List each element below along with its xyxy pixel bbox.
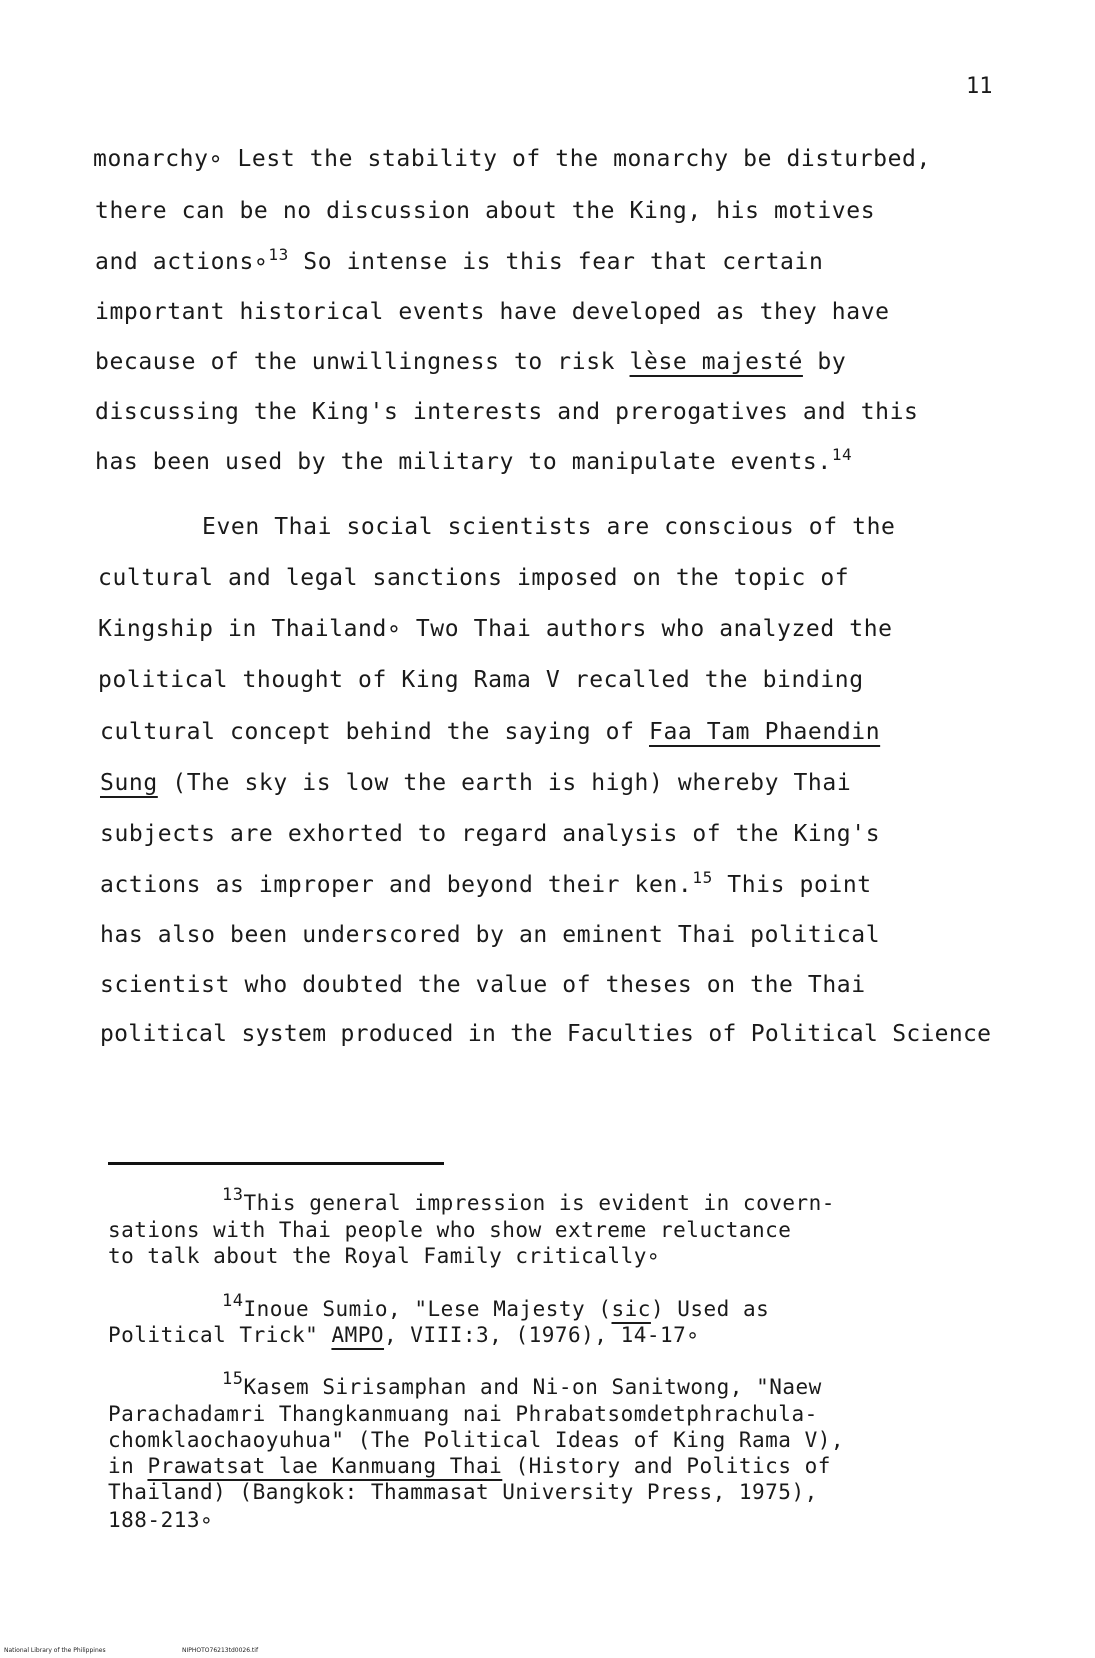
footer-library: National Library of the Philippines xyxy=(4,1647,106,1654)
footer-filename: NIPHOTO76213td0026.tif xyxy=(182,1647,259,1654)
page-number: 11 xyxy=(966,74,993,99)
footnote-number: 14 xyxy=(222,1291,244,1311)
underlined-term: Faa Tam Phaendin xyxy=(649,719,881,745)
text-span: Parachadamri Thangkanmuang nai Phrabatsomdetphrachula- xyxy=(108,1402,818,1426)
text-span: by xyxy=(802,349,847,375)
text-span: subjects are exhorted to regard analysis of the King's xyxy=(100,821,881,847)
text-span: discussing the King's interests and prerogatives and this xyxy=(95,399,919,425)
text-span: in xyxy=(108,1454,148,1478)
text-span: actions as improper and beyond their ken. xyxy=(100,872,693,898)
footnote-number: 15 xyxy=(222,1369,244,1389)
text-span: Even Thai social scientists are conscious of the xyxy=(202,514,896,540)
text-span: political system produced in the Faculties of Political Science xyxy=(100,1021,992,1047)
body-line xyxy=(202,514,895,540)
text-span: ) Used as xyxy=(650,1297,770,1321)
text-span: cultural and legal sanctions imposed on the topic of xyxy=(98,565,850,591)
underlined-term: sic xyxy=(611,1297,651,1321)
footnote-line xyxy=(108,1244,660,1268)
footnote-line xyxy=(108,1218,791,1242)
text-span: Political Trick" xyxy=(108,1323,332,1347)
footnote-15 xyxy=(222,1369,822,1399)
body-line xyxy=(95,399,919,425)
underlined-term: lèse majesté xyxy=(629,349,803,375)
body-line xyxy=(95,245,824,275)
text-span: and actions∘ xyxy=(95,249,269,275)
text-span: has also been underscored by an eminent Thai political xyxy=(100,922,881,948)
text-span: This point xyxy=(712,872,872,898)
text-span: (History and Politics of xyxy=(502,1454,831,1478)
body-line xyxy=(100,868,872,898)
footnote-line xyxy=(108,1480,818,1504)
body-line xyxy=(100,821,880,847)
body-line xyxy=(98,616,893,642)
body-line xyxy=(100,972,866,998)
body-line xyxy=(100,719,880,745)
underlined-term: Prawatsat lae Kanmuang Thai xyxy=(147,1454,503,1478)
footnote-ref: 13 xyxy=(268,245,289,264)
text-span: cultural concept behind the saying of xyxy=(100,719,649,745)
footnote-rule xyxy=(108,1162,444,1165)
body-line xyxy=(93,146,931,172)
body-line xyxy=(98,667,864,693)
body-line xyxy=(95,445,853,475)
text-span: 188-213∘ xyxy=(108,1508,214,1532)
text-span: , VIII:3, (1976), 14-17∘ xyxy=(384,1323,700,1347)
body-line xyxy=(100,922,880,948)
footnote-14 xyxy=(222,1291,770,1321)
text-span: political thought of King Rama V recalled the binding xyxy=(98,667,864,693)
body-line xyxy=(95,299,890,325)
underlined-term: AMPO xyxy=(331,1323,385,1347)
footnote-line xyxy=(108,1454,831,1478)
footnote-line xyxy=(108,1402,818,1426)
text-span: chomklaochaoyuhua" (The Political Ideas of King Rama V), xyxy=(108,1428,845,1452)
text-span: Kasem Sirisamphan and Ni-on Sanitwong, "Naew xyxy=(243,1375,822,1399)
text-span: monarchy∘ Lest the stability of the monarchy be disturbed, xyxy=(93,146,931,172)
text-span: Thailand) (Bangkok: Thammasat University Press, 1975), xyxy=(108,1480,818,1504)
body-line xyxy=(95,349,846,375)
footnote-line xyxy=(108,1508,213,1532)
text-span: Kingship in Thailand∘ Two Thai authors who analyzed the xyxy=(98,616,893,642)
text-span: sations with Thai people who show extreme reluctance xyxy=(108,1218,792,1242)
text-span: to talk about the Royal Family critically∘ xyxy=(108,1244,661,1268)
text-span: scientist who doubted the value of theses on the Thai xyxy=(100,972,866,998)
footnote-number: 13 xyxy=(222,1185,244,1205)
body-line xyxy=(98,565,849,591)
footnote-line xyxy=(108,1428,844,1452)
text-span: So intense is this fear that certain xyxy=(288,249,824,275)
body-line xyxy=(100,1021,991,1047)
footnote-ref: 15 xyxy=(692,868,713,887)
text-span: because of the unwillingness to risk xyxy=(95,349,630,375)
body-line xyxy=(95,198,875,224)
text-span: (The sky is low the earth is high) whereby Thai xyxy=(157,770,852,796)
text-span: there can be no discussion about the King, his motives xyxy=(95,198,876,224)
text-span: This general impression is evident in covern- xyxy=(243,1191,835,1215)
text-span: Inoue Sumio, "Lese Majesty ( xyxy=(243,1297,612,1321)
text-span: important historical events have developed as they have xyxy=(95,299,890,325)
body-line xyxy=(100,770,851,796)
footnote-line xyxy=(108,1323,699,1347)
footnote-ref: 14 xyxy=(831,445,853,464)
text-span: has been used by the military to manipulate events. xyxy=(95,449,832,475)
footnote-13 xyxy=(222,1185,835,1215)
underlined-term: Sung xyxy=(100,770,158,796)
